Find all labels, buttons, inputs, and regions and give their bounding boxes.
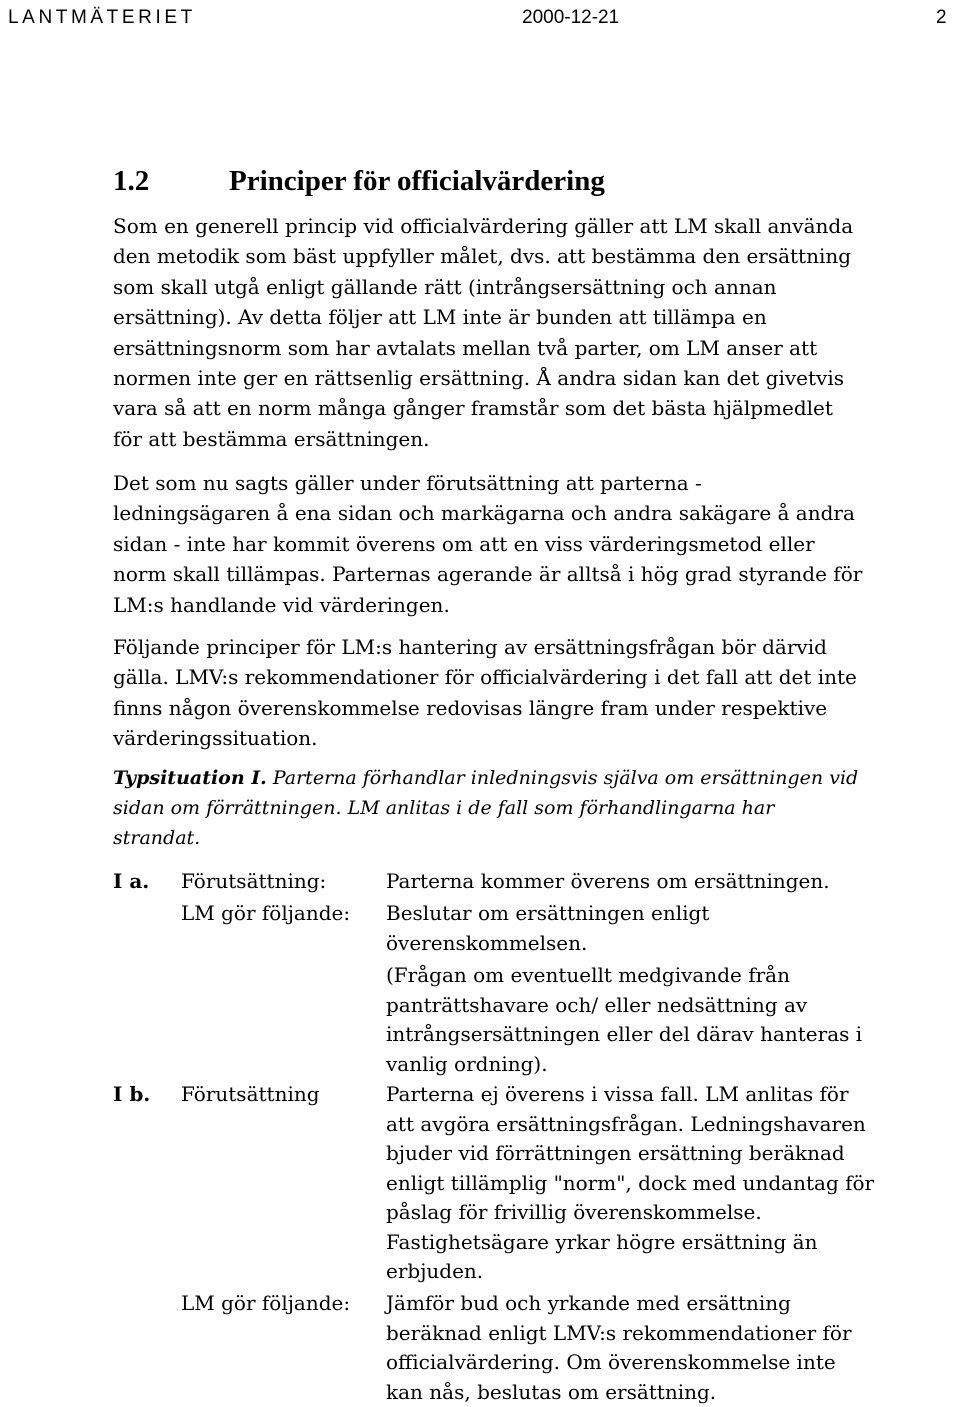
typsituation-paragraph: [113, 763, 863, 853]
case-description: Parterna kommer överens om ersättningen.: [386, 869, 830, 893]
document-date: 2000-12-21: [522, 7, 620, 28]
typsituation-label: Typsituation I.: [113, 767, 267, 789]
organization-name: LANTMÄTERIET: [8, 7, 196, 28]
case-term: LM gör följande:: [181, 1291, 351, 1315]
case-label: I a.: [113, 869, 150, 893]
case-term: Förutsättning: [181, 1082, 320, 1106]
case-description: (Frågan om eventuellt medgivande från panträttshavare och/ eller nedsättning av intrångsersättningen eller del därav hanteras i vanlig ordning).: [386, 963, 863, 1076]
case-description: Beslutar om ersättningen enligt överenskommelsen.: [386, 901, 710, 955]
case-term: LM gör följande:: [181, 901, 351, 925]
section-number: 1.2: [113, 165, 150, 197]
section-title: Principer för officialvärdering: [229, 165, 605, 197]
paragraph: Som en generell princip vid officialvärdering gäller att LM skall använda den metodik som bäst uppfyller målet, dvs. att bestämma den ersättning som skall utgå enligt gällande rätt (intrångsersättning och annan ersättning). Av detta följer att LM inte är bunden att tillämpa en ersättningsnorm som har avtalats mellan två parter, om LM anser att normen inte ger en rättsenlig ersättning. Å andra sidan kan det givetvis vara så att en norm många gånger framstår som det bästa hjälpmedlet för att bestämma ersättningen.: [113, 214, 854, 451]
case-description: Jämför bud och yrkande med ersättning beräknad enligt LMV:s rekommendationer för officialvärdering. Om överenskommelse inte kan nås, beslutas om ersättning.: [386, 1291, 852, 1404]
section-heading: [113, 164, 605, 198]
paragraph: Det som nu sagts gäller under förutsättning att parterna - ledningsägaren å ena sidan och markägarna och andra sakägare å andra sidan - inte har kommit överens om att en viss värderingsmetod eller norm skall tillämpas. Parternas agerande är alltså i hög grad styrande för LM:s handlande vid värderingen.: [113, 471, 863, 617]
page-number: 2: [936, 7, 947, 28]
case-description: Parterna ej överens i vissa fall. LM anlitas för att avgöra ersättningsfrågan. Ledningshavaren bjuder vid förrättningen ersättning beräknad enligt tillämplig "norm", dock med undantag för påslag för frivillig överenskommelse. Fastighetsägare yrkar högre ersättning än erbjuden.: [386, 1082, 875, 1283]
case-label: I b.: [113, 1082, 151, 1106]
typsituation-text: Parterna förhandlar inledningsvis själva om ersättningen vid sidan om förrättningen. LM anlitas i de fall som förhandlingarna har strandat.: [113, 767, 859, 849]
case-term: Förutsättning:: [181, 869, 327, 893]
paragraph: Följande principer för LM:s hantering av ersättningsfrågan bör därvid gälla. LMV:s rekommendationer för officialvärdering i det fall att det inte finns någon överenskommelse redovisas längre fram under respektive värderingssituation.: [113, 635, 857, 751]
